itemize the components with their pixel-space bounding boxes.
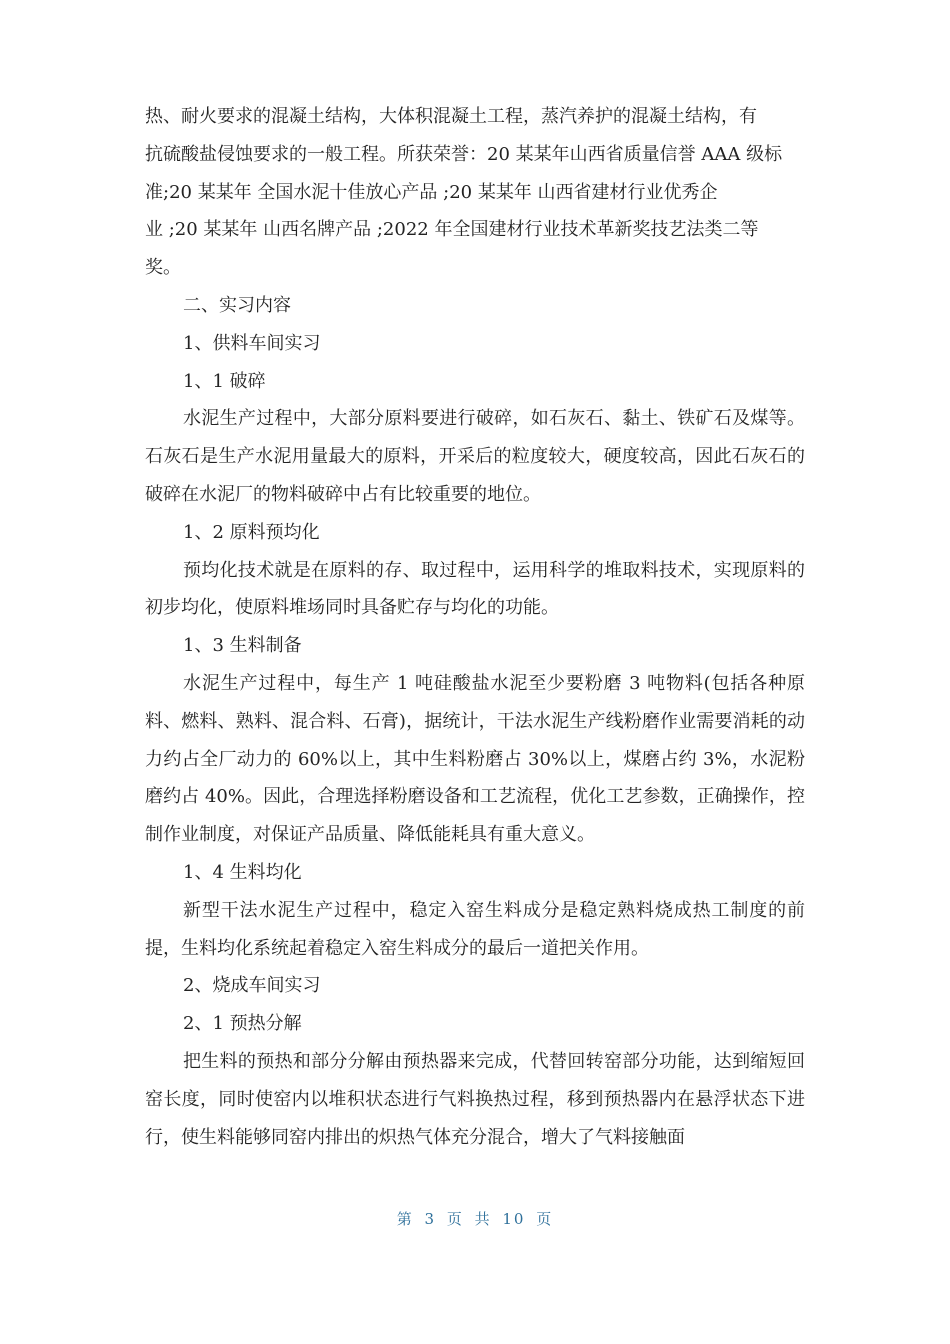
paragraph-line: 抗硫酸盐侵蚀要求的一般工程。所获荣誉：20 某某年山西省质量信誉 AAA 级标 [145, 143, 783, 165]
footer-label-end: 页 [536, 1210, 554, 1228]
document-body [145, 98, 805, 1156]
subsection-heading: 1、供料车间实习 [183, 332, 321, 354]
footer-label-page: 第 [396, 1210, 414, 1228]
paragraph: 预均化技术就是在原料的存、取过程中，运用科学的堆取料技术，实现原料的初步均化，使原料堆场同时具备贮存与均化的功能。 [145, 559, 805, 619]
subsection-heading: 1、1 破碎 [183, 370, 266, 392]
subsection-heading: 2、烧成车间实习 [183, 975, 321, 997]
subsection-heading: 1、3 生料制备 [183, 635, 302, 657]
subsection-heading: 2、1 预热分解 [183, 1013, 302, 1035]
footer-label-of: 页 共 [446, 1210, 492, 1228]
paragraph: 水泥生产过程中，大部分原料要进行破碎，如石灰石、黏土、铁矿石及煤等。石灰石是生产水泥用量最大的原料，开采后的粒度较大，硬度较高，因此石灰石的破碎在水泥厂的物料破碎中占有比较重要的地位。 [145, 408, 805, 505]
subsection-heading: 1、4 生料均化 [183, 861, 302, 883]
page-footer [0, 1208, 950, 1229]
paragraph-line: 奖。 [145, 257, 181, 279]
paragraph: 新型干法水泥生产过程中，稳定入窑生料成分是稳定熟料烧成热工制度的前提，生料均化系统起着稳定入窑生料成分的最后一道把关作用。 [145, 899, 805, 959]
subsection-heading: 1、2 原料预均化 [183, 521, 320, 543]
paragraph-line: 准;20 某某年 全国水泥十佳放心产品 ;20 某某年 山西省建材行业优秀企 [145, 181, 718, 203]
current-page-number: 3 [424, 1210, 437, 1228]
paragraph: 水泥生产过程中，每生产 1 吨硅酸盐水泥至少要粉磨 3 吨物料(包括各种原料、燃料、熟料、混合料、石膏)，据统计，干法水泥生产线粉磨作业需要消耗的动力约占全厂动力的 60%以上，其中生料粉磨占 30%以上，煤磨占约 3%，水泥粉磨约占 40%。因此，合理选择粉磨设备和工艺流程，优化工艺参数，正确操作，控制作业制度，对保证产品质量、降低能耗具有重大意义。 [145, 672, 805, 846]
paragraph-line: 热、耐火要求的混凝土结构，大体积混凝土工程，蒸汽养护的混凝土结构，有 [145, 106, 757, 127]
paragraph: 把生料的预热和部分分解由预热器来完成，代替回转窑部分功能，达到缩短回窑长度，同时使窑内以堆积状态进行气料换热过程，移到预热器内在悬浮状态下进行，使生料能够同窑内排出的炽热气体充分混合，增大了气料接触面 [145, 1050, 805, 1148]
paragraph-line: 业 ;20 某某年 山西名牌产品 ;2022 年全国建材行业技术革新奖技艺法类二等 [145, 219, 759, 241]
total-page-count: 10 [502, 1210, 526, 1228]
section-heading: 二、实习内容 [183, 294, 291, 316]
